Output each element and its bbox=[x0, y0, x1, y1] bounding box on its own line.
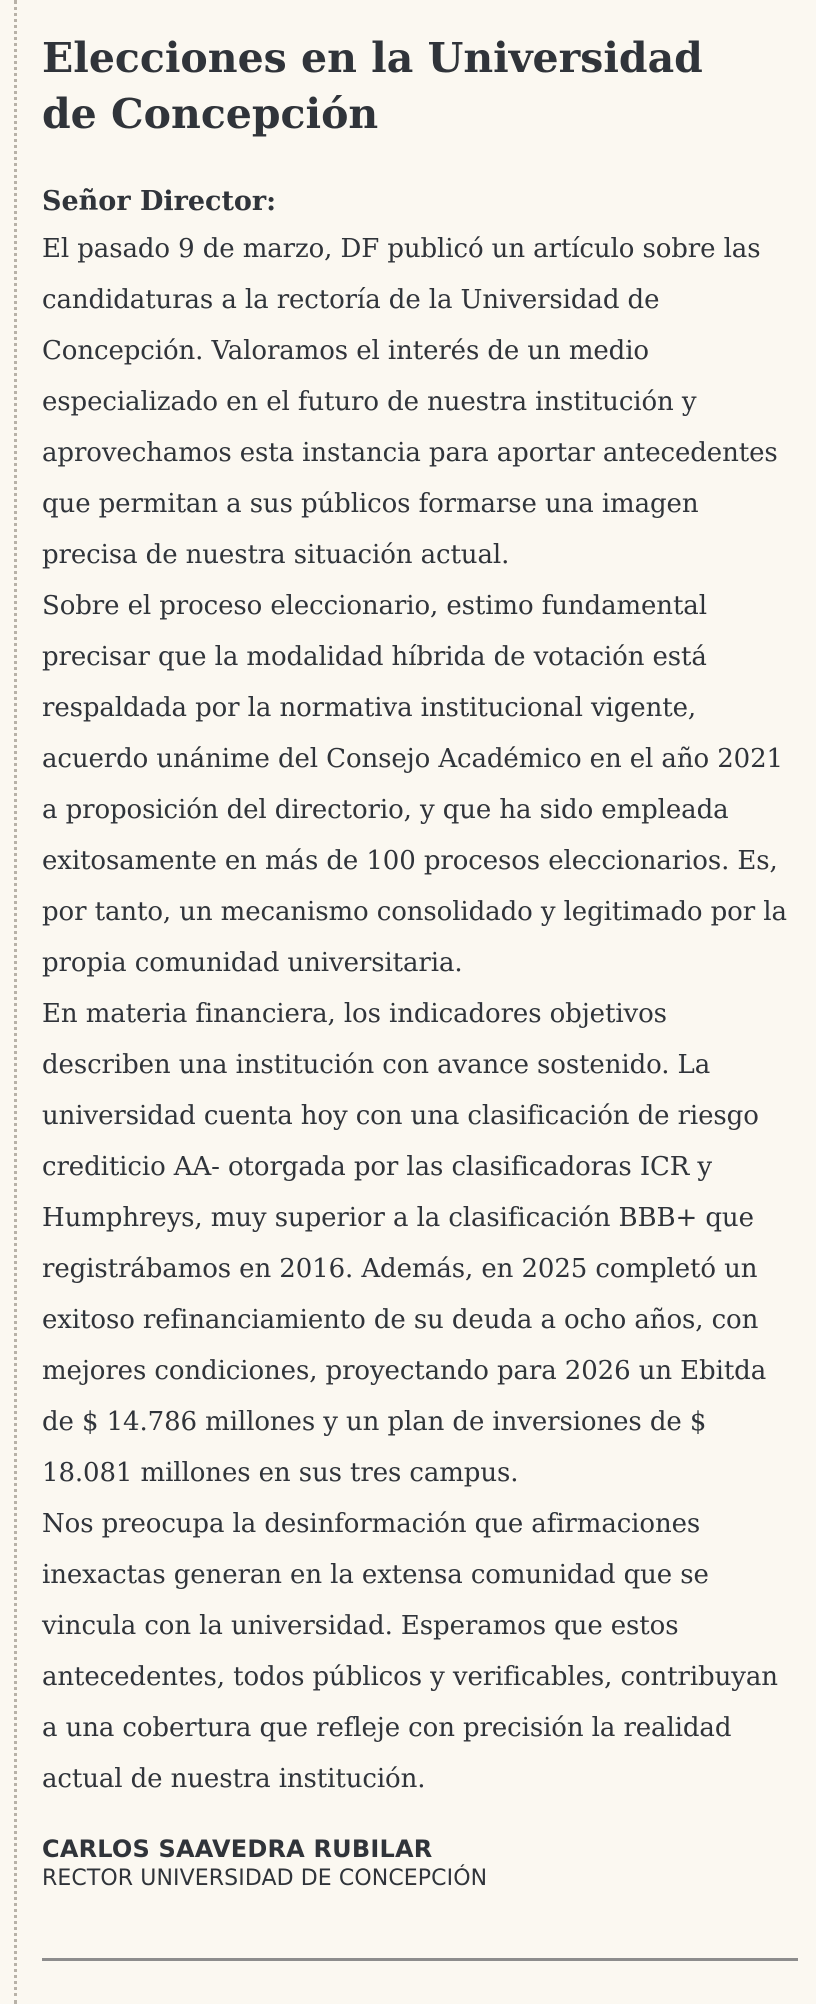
signature-name: CARLOS SAAVEDRA RUBILAR bbox=[42, 1835, 433, 1863]
paragraph-election-process: Sobre el proceso eleccionario, estimo fundamental precisar que la modalidad híbrida de votación está respaldada por la normativa institucional vigente, acuerdo unánime del Consejo Académico en el año 2021 a proposición del directorio, y que ha sido empleada exitosamente en más de 100 procesos eleccionarios. Es, por tanto, un mecanismo consolidado y legitimado por la propia comunidad universitaria. bbox=[42, 591, 787, 978]
signature-block bbox=[42, 1833, 798, 1893]
salutation: Señor Director: bbox=[42, 186, 277, 217]
paragraph-conclusion: Nos preocupa la desinformación que afirmaciones inexactas generan en la extensa comunidad que se vincula con la universidad. Esperamos que estos antecedentes, todos públicos y verificables, contribuyan a una cobertura que refleje con precisión la realidad actual de nuestra institución. bbox=[42, 1509, 778, 1794]
signature-title: RECTOR UNIVERSIDAD DE CONCEPCIÓN bbox=[42, 1866, 488, 1891]
letter-to-director bbox=[42, 30, 798, 1893]
paragraph-financial-indicators: En materia financiera, los indicadores objetivos describen una institución con avance sostenido. La universidad cuenta hoy con una clasificación de riesgo crediticio AA- otorgada por las clasificadoras ICR y Humphreys, muy superior a la clasificación BBB+ que registrábamos en 2016. Además, en 2025 completó un exitoso refinanciamiento de su deuda a ocho años, con mejores condiciones, proyectando para 2026 un Ebitda de $ 14.786 millones y un plan de inversiones de $ 18.081 millones en sus tres campus. bbox=[42, 999, 767, 1488]
headline bbox=[42, 30, 798, 142]
headline-line-2: de Concepción bbox=[42, 90, 379, 138]
paragraph-intro: El pasado 9 de marzo, DF publicó un artículo sobre las candidaturas a la rectoría de la Universidad de Concepción. Valoramos el interés de un medio especializado en el futuro de nuestra institución y aprovechamos esta instancia para aportar antecedentes que permitan a sus públicos formarse una imagen precisa de nuestra situación actual. bbox=[42, 234, 778, 570]
headline-line-1: Elecciones en la Universidad bbox=[42, 34, 703, 82]
bottom-divider bbox=[42, 1958, 798, 1961]
dotted-left-rule bbox=[14, 0, 17, 2004]
